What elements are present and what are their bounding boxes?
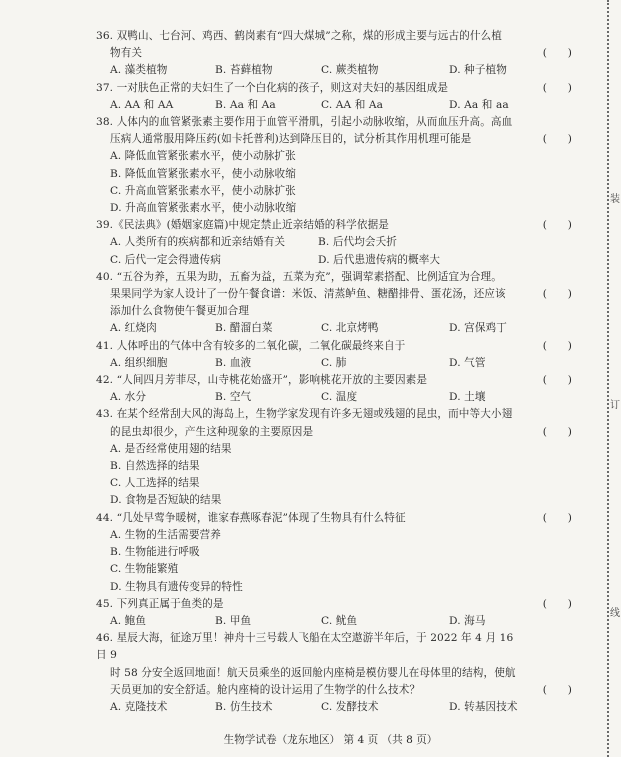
option-d: D. 升高血管紧张素水平，使小动脉收缩 [110, 202, 297, 215]
binding-char: 装 [610, 194, 620, 205]
question-43 [96, 406, 582, 509]
answer-bracket: ( ) [542, 683, 572, 696]
option-b: B. 生物能进行呼吸 [110, 546, 200, 559]
answer-bracket: ( ) [542, 339, 572, 352]
option-a: A. 水分 [110, 391, 147, 404]
question-stem: 40. “五谷为养，五果为助，五畜为益，五菜为充”，强调荤素搭配、比例适宜为合理。 果果同学为家人设计了一份午餐食谱：米饭、清蒸鲈鱼、糖醋排骨、蛋花汤，还应该 添加什么食物使午餐更加合理 ( ) [96, 270, 572, 318]
question-stem: 44. “几处早莺争暖树，谁家春燕啄春泥”体现了生物具有什么特征 ( ) [96, 510, 582, 527]
page-footer: 生物学试卷（龙东地区） 第 4 页 （共 8 页） [223, 734, 438, 746]
option-d: D. 土壤 [449, 391, 486, 404]
question-46 [96, 630, 582, 716]
option-c: C. 北京烤鸭 [321, 322, 379, 335]
answer-bracket: ( ) [542, 219, 572, 232]
binding-char: 订 [610, 400, 620, 411]
option-c: C. 升高血管紧张素水平，使小动脉扩张 [110, 184, 296, 197]
options-row [96, 97, 582, 114]
question-42 [96, 372, 582, 406]
options-row [96, 62, 582, 79]
option-a: A. 人类所有的疾病都和近亲结婚有关 [110, 236, 286, 249]
answer-bracket: ( ) [542, 374, 572, 387]
question-stem: 38. 人体内的血管紧张素主要作用于血管平滑肌，引起小动脉收缩，从而血压升高。高血 压病人通常服用降压药(如卡托普利)达到降压目的，试分析其作用机理可能是 ( ) [96, 114, 582, 148]
question-39 [96, 217, 582, 269]
option-a: A. 克隆技术 [110, 700, 168, 713]
options-row [96, 355, 582, 372]
question-stem: 36. 双鸭山、七台河、鸡西、鹤岗素有“四大煤城”之称，煤的形成主要与远古的什么植 物有关 ( ) [96, 28, 582, 62]
answer-bracket: ( ) [542, 511, 572, 524]
question-45 [96, 596, 582, 630]
question-stem: 41. 人体呼出的气体中含有较多的二氧化碳，二氧化碳最终来自于 ( ) [96, 338, 582, 355]
question-41 [96, 338, 582, 372]
option-d: D. 宫保鸡丁 [449, 322, 507, 335]
options-row [96, 252, 582, 269]
option-a: A. 鲍鱼 [110, 614, 147, 627]
question-40 [96, 269, 582, 338]
options-row [96, 699, 582, 716]
question-stem: 42. “人间四月芳菲尽，山寺桃花始盛开”，影响桃花开放的主要因素是 ( ) [96, 372, 582, 389]
binding-line [607, 0, 609, 757]
question-stem: 39.《民法典》(婚姻家庭篇)中规定禁止近亲结婚的科学依据是 ( ) [96, 217, 582, 234]
options-row [96, 613, 582, 630]
options-row [96, 389, 582, 406]
option-a: A. 红烧肉 [110, 322, 157, 335]
option-b: B. 醋溜白菜 [215, 322, 273, 335]
options-row [96, 320, 582, 337]
option-a: A. 是否经常使用翅的结果 [110, 442, 232, 455]
option-a: A. 组织细胞 [110, 356, 168, 369]
options-row [96, 234, 582, 251]
option-b: B. 降低血管紧张素水平，使小动脉收缩 [110, 167, 296, 180]
question-36 [96, 28, 582, 80]
option-c: C. 后代一定会得遗传病 [110, 253, 222, 266]
answer-bracket: ( ) [542, 597, 572, 610]
option-d: D. 转基因技术 [449, 700, 518, 713]
option-b: B. 仿生技术 [215, 700, 273, 713]
option-b: B. 血液 [215, 356, 252, 369]
option-b: B. 苔藓植物 [215, 64, 273, 77]
option-d: D. 海马 [449, 614, 486, 627]
option-a: A. 降低血管紧张素水平，使小动脉扩张 [110, 150, 296, 163]
question-38 [96, 114, 582, 217]
option-c: C. 肺 [321, 356, 347, 369]
option-c: C. 温度 [321, 391, 358, 404]
option-d: D. 食物是否短缺的结果 [110, 494, 222, 507]
exam-content [96, 28, 582, 716]
answer-bracket: ( ) [542, 133, 572, 146]
question-stem: 43. 在某个经常刮大风的海岛上，生物学家发现有许多无翅或残翅的昆虫，而中等大小翅 的昆虫却很少，产生这种现象的主要原因是 ( ) [96, 406, 582, 440]
option-a: A. 生物的生活需要营养 [110, 528, 221, 541]
answer-bracket: ( ) [542, 425, 572, 438]
option-b: B. Aa 和 Aa [215, 98, 276, 111]
answer-bracket: ( ) [542, 288, 572, 301]
option-c: C. 人工选择的结果 [110, 477, 200, 490]
option-c: C. AA 和 Aa [321, 98, 384, 111]
option-d: D. 气管 [449, 356, 486, 369]
option-b: B. 甲鱼 [215, 614, 252, 627]
option-b: B. 空气 [215, 391, 252, 404]
option-d: D. 后代患遗传病的概率大 [318, 253, 441, 266]
option-b: B. 后代均会夭折 [318, 236, 397, 249]
answer-bracket: ( ) [542, 81, 572, 94]
question-37 [96, 80, 582, 114]
question-stem: 45. 下列真正属于鱼类的是 ( ) [96, 596, 582, 613]
option-c: C. 鱿鱼 [321, 614, 358, 627]
question-stem: 46. 星辰大海，征途万里！神舟十三号载人飞船在太空遨游半年后，于 2022 年 4 月 16 日 9 时 58 分安全返回地面！航天员乘坐的返回舱内座椅是模仿婴儿在母体里的结构，使航 天员更加的安全舒适。舱内座椅的设计运用了生物学的什么技术？ ( ) [96, 630, 582, 699]
option-c: C. 发酵技术 [321, 700, 379, 713]
option-d: D. Aa 和 aa [449, 98, 509, 111]
question-stem: 37. 一对肤色正常的夫妇生了一个白化病的孩子，则这对夫妇的基因组成是 ( ) [96, 80, 582, 97]
answer-bracket: ( ) [542, 47, 572, 60]
option-c: C. 生物能繁殖 [110, 563, 179, 576]
binding-char: 线 [610, 608, 620, 619]
option-d: D. 生物具有遗传变异的特性 [110, 580, 243, 593]
option-a: A. AA 和 AA [110, 98, 174, 111]
option-c: C. 蕨类植物 [321, 64, 379, 77]
question-44 [96, 510, 582, 596]
option-d: D. 种子植物 [449, 64, 507, 77]
option-b: B. 自然选择的结果 [110, 460, 200, 473]
option-a: A. 藻类植物 [110, 64, 168, 77]
